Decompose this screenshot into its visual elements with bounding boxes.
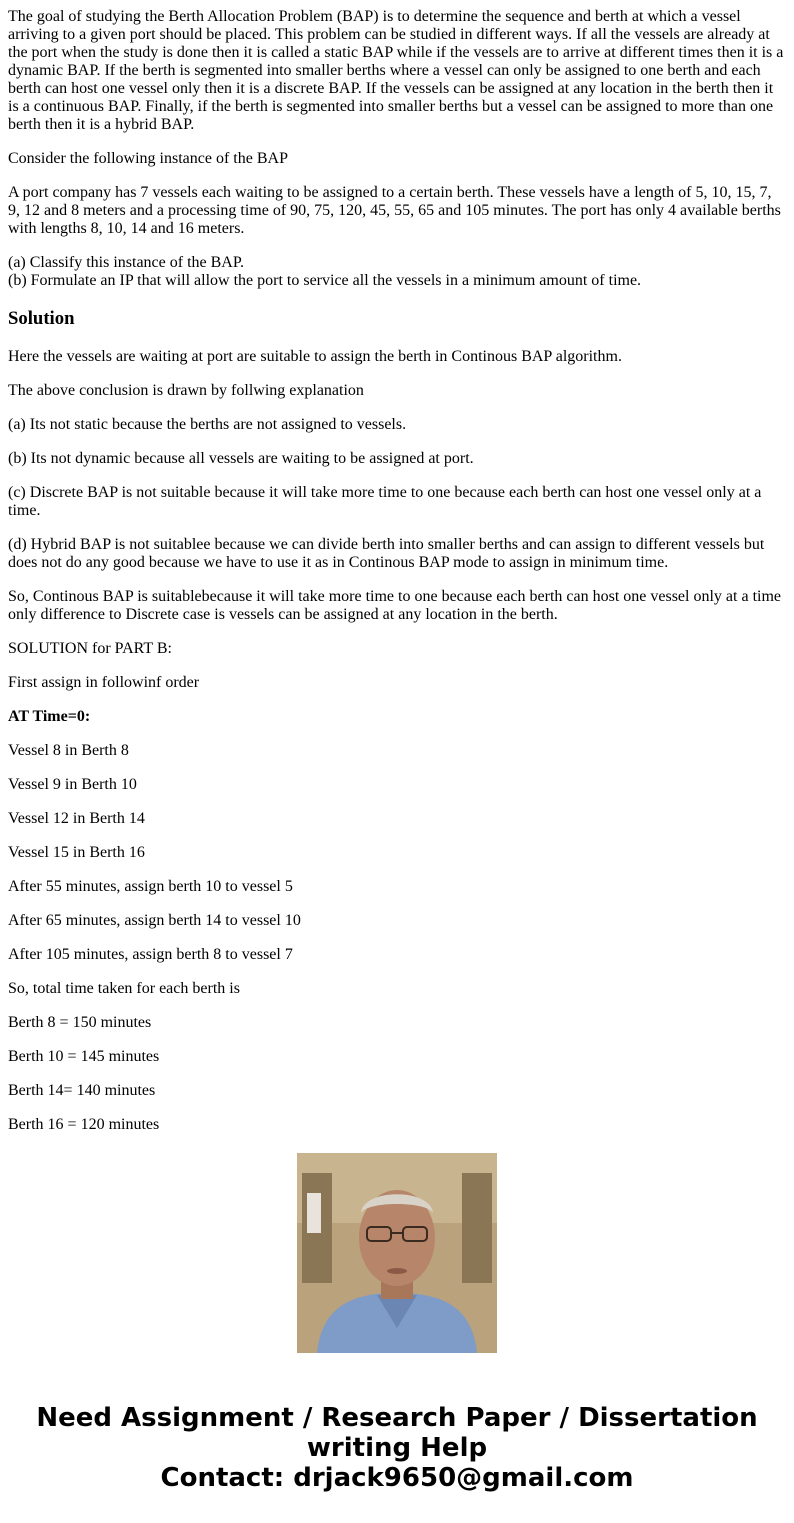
assignment-line: So, total time taken for each berth is bbox=[8, 980, 240, 997]
solution-paragraph: (b) Its not dynamic because all vessels are waiting to be assigned at port. bbox=[8, 450, 474, 467]
contact-email: Contact: drjack9650@gmail.com bbox=[160, 1463, 634, 1493]
assignment-line: Vessel 12 in Berth 14 bbox=[8, 810, 145, 827]
assignment-line: Berth 8 = 150 minutes bbox=[8, 1014, 152, 1031]
avatar bbox=[297, 1153, 497, 1353]
document-body bbox=[8, 0, 786, 1133]
part-b-text: (b) Formulate an IP that will allow the port to service all the vessels in a minimum amount of time. bbox=[8, 272, 642, 289]
contact-banner bbox=[0, 1403, 794, 1493]
assignment-line: After 55 minutes, assign berth 10 to vessel 5 bbox=[8, 878, 293, 895]
banner-line: Need Assignment / Research Paper / Dissertation bbox=[36, 1403, 758, 1433]
question-parts bbox=[8, 254, 786, 290]
solution-paragraph: First assign in followinf order bbox=[8, 674, 200, 691]
assignment-line: Vessel 8 in Berth 8 bbox=[8, 742, 129, 759]
consider-paragraph: Consider the following instance of the BAP bbox=[8, 150, 288, 167]
avatar-portrait-icon bbox=[297, 1153, 497, 1353]
solution-paragraph: (a) Its not static because the berths are not assigned to vessels. bbox=[8, 416, 407, 433]
solution-heading: Solution bbox=[8, 308, 75, 329]
part-a-text: (a) Classify this instance of the BAP. bbox=[8, 254, 244, 271]
instance-paragraph: A port company has 7 vessels each waiting to be assigned to a certain berth. These vessels have a length of 5, 10, 15, 7, 9, 12 and 8 meters and a processing time of 90, 75, 120, 45, 55, 65 and 105 minutes. The port has only 4 available berths with lengths 8, 10, 14 and 16 meters. bbox=[8, 184, 781, 237]
assignment-line: Vessel 15 in Berth 16 bbox=[8, 844, 145, 861]
solution-paragraph: Here the vessels are waiting at port are suitable to assign the berth in Continous BAP algorithm. bbox=[8, 348, 622, 365]
assignment-line: Berth 14= 140 minutes bbox=[8, 1082, 156, 1099]
solution-paragraph: So, Continous BAP is suitablebecause it will take more time to one because each berth can host one vessel only at a time only difference to Discrete case is vessels can be assigned at any location in the berth. bbox=[8, 588, 781, 623]
solution-paragraph: SOLUTION for PART B: bbox=[8, 640, 172, 657]
intro-paragraph: The goal of studying the Berth Allocation Problem (BAP) is to determine the sequence and berth at which a vessel arriving to a given port should be placed. This problem can be studied in different ways. If all the vessels are already at the port when the study is done then it is called a static BAP while if the vessels are to arrive at different times then it is a dynamic BAP. If the berth is segmented into smaller berths where a vessel can only be assigned to one berth and each berth can host one vessel only then it is a discrete BAP. If the vessels can be assigned at any location in the berth then it is a continuous BAP. Finally, if the berth is segmented into smaller berths but a vessel can be assigned to more than one berth then it is a hybrid BAP. bbox=[8, 8, 784, 133]
solution-paragraph: (c) Discrete BAP is not suitable because it will take more time to one because each berth can host one vessel only at a time. bbox=[8, 484, 762, 519]
assignment-line: Vessel 9 in Berth 10 bbox=[8, 776, 137, 793]
banner-line: writing Help bbox=[306, 1433, 488, 1463]
solution-paragraph: (d) Hybrid BAP is not suitablee because we can divide berth into smaller berths and can assign to different vessels but does not do any good because we have to use it as in Continous BAP mode to assign in minimum time. bbox=[8, 536, 765, 571]
assignment-line: Berth 16 = 120 minutes bbox=[8, 1116, 160, 1133]
assignment-line: After 105 minutes, assign berth 8 to vessel 7 bbox=[8, 946, 293, 963]
assignment-line: Berth 10 = 145 minutes bbox=[8, 1048, 160, 1065]
solution-paragraph: The above conclusion is drawn by follwing explanation bbox=[8, 382, 364, 399]
assignment-line: After 65 minutes, assign berth 14 to vessel 10 bbox=[8, 912, 301, 929]
time-zero-label: AT Time=0: bbox=[8, 708, 91, 725]
